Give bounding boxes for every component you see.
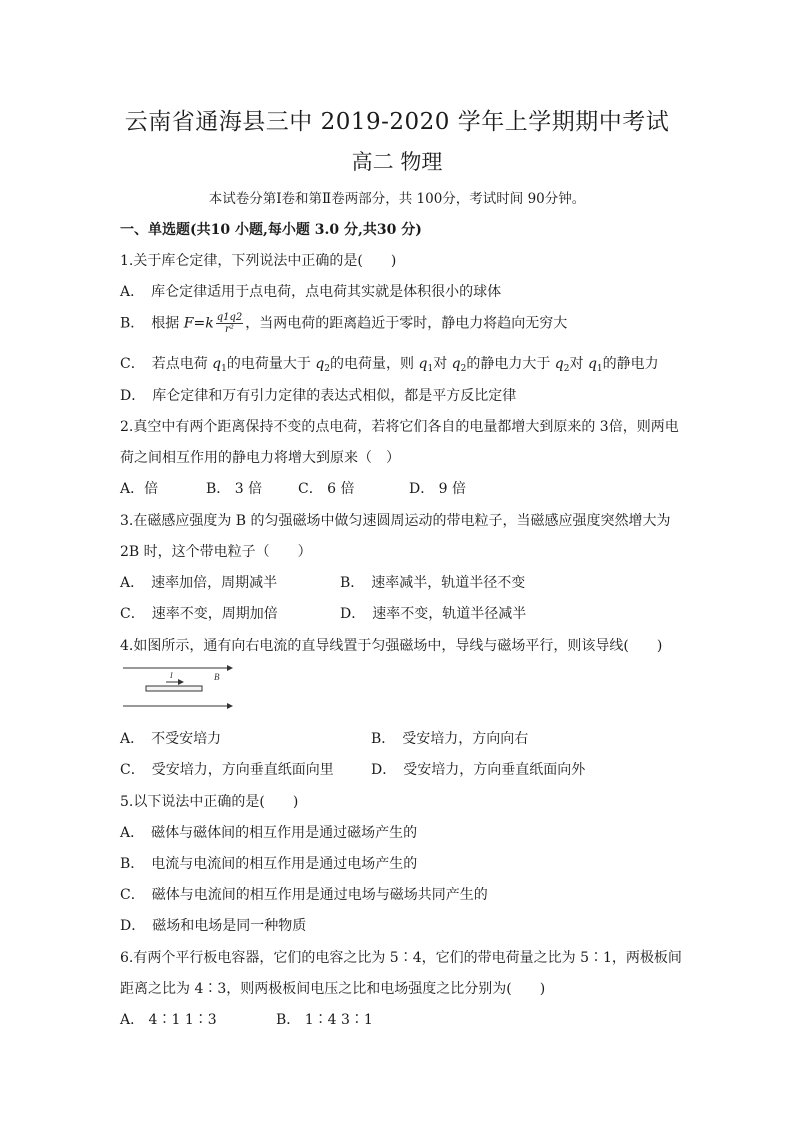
- q6-option-a: A． 4∶1 1∶3: [120, 1012, 217, 1028]
- coulomb-formula-numerator: q1q2: [216, 312, 243, 323]
- q4-option-b: B． 受安培力，方向向右: [371, 731, 529, 747]
- q1-c-text-2: 的电荷量大于: [226, 356, 316, 372]
- q2-option-a: A．倍: [120, 481, 159, 497]
- current-label: I: [170, 671, 173, 680]
- charge-subscript: 2: [563, 364, 570, 374]
- q1-c-text-5: 的静电力大于: [466, 356, 555, 372]
- q1-c-text-3: 的电荷量，则: [330, 356, 419, 372]
- charge-subscript: 1: [221, 364, 227, 374]
- q6-option-b: B． 1∶4 3∶1: [276, 1012, 373, 1028]
- charge-subscript: 2: [324, 364, 331, 374]
- magnetic-field-figure: [120, 662, 240, 716]
- field-diagram: [120, 662, 240, 712]
- q2-option-b: B． 3 倍: [206, 481, 263, 497]
- q5-option-a: A． 磁体与磁体间的相互作用是通过磁场产生的: [120, 825, 418, 841]
- q2-stem-line1: 2.真空中有两个距离保持不变的点电荷，若将它们各自的电量都增大到原来的 3倍，则两电: [120, 419, 679, 435]
- q1-option-b: [120, 312, 567, 335]
- q2-stem-line2: 荷之间相互作用的静电力将增大到原来（ ）: [120, 450, 400, 466]
- coulomb-formula-fraction: [216, 312, 244, 335]
- exam-subtitle: 高二 物理: [351, 150, 443, 174]
- q1-option-d: D． 库仑定律和万有引力定律的表达式相似，都是平方反比定律: [120, 388, 517, 404]
- q1-stem: 1.关于库仑定律，下列说法中正确的是( ): [120, 253, 397, 269]
- q1-option-b-prefix: B． 根据: [120, 315, 184, 332]
- q5-option-b: B． 电流与电流间的相互作用是通过电场产生的: [120, 856, 418, 872]
- q1-option-c: [120, 353, 659, 374]
- q2-option-c: C． 6 倍: [298, 481, 355, 497]
- charge-symbol: q: [451, 356, 461, 372]
- exam-note: 本试卷分第Ⅰ卷和第Ⅱ卷两部分，共 100分，考试时间 90分钟。: [208, 191, 586, 207]
- charge-symbol: q: [212, 356, 222, 372]
- charge-symbol: q: [418, 356, 428, 372]
- q1-option-b-suffix: ，当两电荷的距离趋近于零时，静电力将趋向无穷大: [245, 315, 568, 332]
- q1-option-a: A． 库仑定律适用于点电荷，点电荷其实就是体积很小的球体: [120, 284, 502, 300]
- q5-option-c: C． 磁体与电流间的相互作用是通过电场与磁场共同产生的: [120, 887, 488, 903]
- coulomb-formula-denominator: r²: [225, 324, 234, 335]
- q1-c-text-4: 对: [433, 356, 452, 372]
- q4-stem: 4.如图所示，通有向右电流的直导线置于匀强磁场中，导线与磁场平行，则该导线( ): [120, 638, 663, 654]
- q3-stem-line1: 3.在磁感应强度为 B 的匀强磁场中做匀速圆周运动的带电粒子，当磁感应强度突然增大为: [120, 513, 671, 529]
- wire-rect: [146, 686, 202, 691]
- q5-stem: 5.以下说法中正确的是( ): [120, 794, 299, 810]
- q3-option-b: B． 速率减半，轨道半径不变: [340, 575, 526, 591]
- exam-title: 云南省通海县三中 2019-2020 学年上学期期中考试: [124, 109, 670, 135]
- charge-symbol: q: [315, 356, 325, 372]
- q1-c-text-7: 的静电力: [602, 356, 659, 372]
- charge-symbol: q: [554, 356, 564, 372]
- coulomb-formula-lhs: F=k: [183, 315, 214, 332]
- charge-subscript: 2: [460, 364, 467, 374]
- q1-c-text-6: 对: [569, 356, 588, 372]
- q6-stem-line1: 6.有两个平行板电容器，它们的电容之比为 5∶4，它们的带电荷量之比为 5∶1，两极板间: [120, 950, 682, 966]
- field-label: B: [214, 672, 220, 682]
- q3-stem-line2: 2B 时，这个带电粒子（ ）: [120, 544, 312, 560]
- q2-option-d: D． 9 倍: [409, 481, 467, 497]
- q1-c-text-1: C． 若点电荷: [120, 356, 213, 372]
- q4-option-a: A． 不受安培力: [120, 731, 222, 747]
- charge-subscript: 1: [427, 364, 434, 374]
- q6-stem-line2: 距离之比为 4∶3，则两极板间电压之比和电场强度之比分别为( ): [120, 981, 546, 997]
- q4-option-c: C． 受安培力，方向垂直纸面向里: [120, 762, 334, 778]
- q4-option-d: D． 受安培力，方向垂直纸面向外: [371, 762, 586, 778]
- section-heading: 一、单选题(共10 小题,每小题 3.0 分,共30 分): [120, 222, 422, 238]
- charge-symbol: q: [587, 356, 597, 372]
- q3-option-a: A． 速率加倍，周期减半: [120, 575, 278, 591]
- q5-option-d: D． 磁场和电场是同一种物质: [120, 918, 307, 934]
- q3-option-c: C． 速率不变，周期加倍: [120, 606, 278, 622]
- charge-subscript: 1: [596, 364, 603, 374]
- q3-option-d: D． 速率不变，轨道半径减半: [340, 606, 527, 622]
